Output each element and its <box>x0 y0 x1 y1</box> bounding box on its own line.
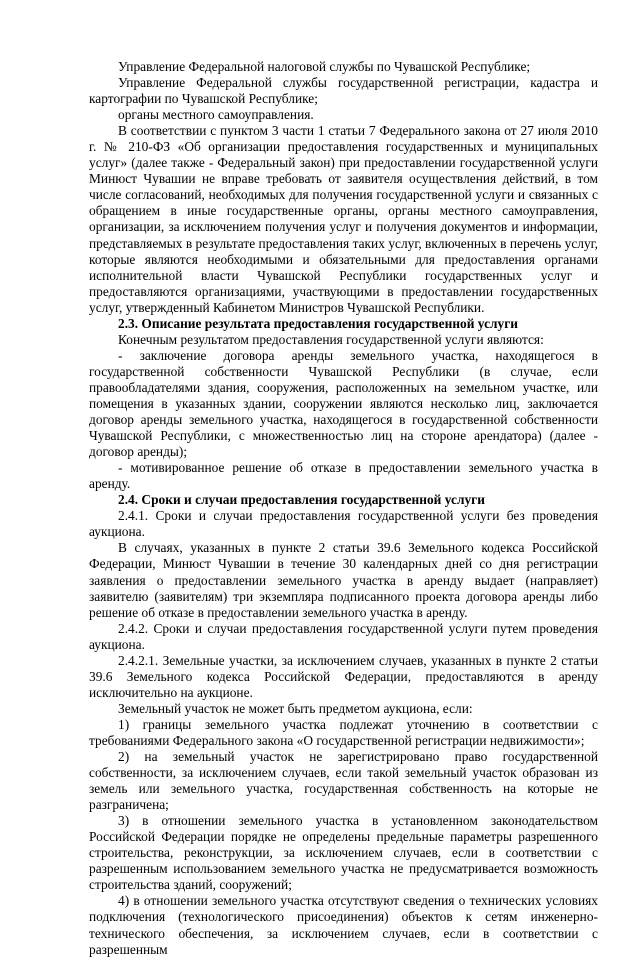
paragraph-condition-1: 1) границы земельного участка подлежат уточнению в соответствии с требованиями Федерального закона «О государственной регистрации недвижимости»; <box>89 716 598 748</box>
paragraph-federal-law-210: В соответствии с пунктом 3 части 1 статьи 7 Федерального закона от 27 июля 2010 г. № 210-ФЗ «Об организации предоставления государственных и муниципальных услуг» (далее также - Федеральный закон) при предоставлении государственной услуги Минюст Чувашии не вправе требовать от заявителя осуществления действий, в том числе согласований, необходимых для получения государственной услуги и связанных с обращением в иные государственные органы, органы местного самоуправления, организации, за исключением получения услуг и получения документов и информации, представляемых в результате предоставления таких услуг, включенных в перечень услуг, которые являются необходимыми и обязательными для предоставления органами исполнительной власти Чувашской Республики государственных услуг и предоставляются организациями, участвующими в предоставлении государственных услуг, утвержденный Кабинетом Министров Чувашской Республики. <box>89 123 598 315</box>
document-page <box>89 59 598 958</box>
paragraph-auction-conditions: Земельный участок не может быть предметом аукциона, если: <box>118 700 473 716</box>
paragraph-registration-service: Управление Федеральной службы государственной регистрации, кадастра и картографии по Чувашской Республике; <box>89 75 598 107</box>
paragraph-result-refusal: - мотивированное решение об отказе в предоставлении земельного участка в аренду. <box>89 460 598 492</box>
section-heading-2-4: 2.4. Сроки и случаи предоставления государственной услуги <box>118 492 485 508</box>
paragraph-2-4-1: 2.4.1. Сроки и случаи предоставления государственной услуги без проведения аукциона. <box>89 508 598 540</box>
paragraph-cases-39-6: В случаях, указанных в пункте 2 статьи 39.6 Земельного кодекса Российской Федерации, Минюст Чувашии в течение 30 календарных дней со дня регистрации заявления о предоставлении земельного участка в аренду выдает (направляет) заявителю (заявителям) три экземпляра подписанного проекта договора аренды либо решение об отказе в предоставлении земельного участка в аренду. <box>89 540 598 620</box>
paragraph-condition-4: 4) в отношении земельного участка отсутствуют сведения о технических условиях подключения (технологического присоединения) объектов к сетям инженерно-технического обеспечения, за исключением случаев, если в соответствии с разрешенным <box>89 893 598 957</box>
paragraph-result-intro: Конечным результатом предоставления государственной услуги являются: <box>118 331 544 347</box>
paragraph-2-4-2-1: 2.4.2.1. Земельные участки, за исключением случаев, указанных в пункте 2 статьи 39.6 Земельного кодекса Российской Федерации, предоставляются в аренду исключительно на аукционе. <box>89 652 598 700</box>
paragraph-tax-service: Управление Федеральной налоговой службы по Чувашской Республике; <box>118 59 531 74</box>
paragraph-result-lease: - заключение договора аренды земельного участка, находящегося в государственной собственности Чувашской Республики (в случае, если правообладателями здания, сооружения, расположенных на земельном участке, или помещения в указанных здании, сооружении являются несколько лиц, заключается договор аренды земельного участка, находящегося в государственной собственности Чувашской Республики, с множественностью лиц на стороне арендатора) (далее - договор аренды); <box>89 347 598 460</box>
paragraph-condition-2: 2) на земельный участок не зарегистрировано право государственной собственности, за исключением случаев, если такой земельный участок образован из земель или земельного участка, государственная собственность на которые не разграничена; <box>89 749 598 813</box>
paragraph-condition-3: 3) в отношении земельного участка в установленном законодательством Российской Федерации порядке не определены предельные параметры разрешенного строительства, реконструкции, за исключением случаев, если в соответствии с разрешенным использованием земельного участка не предусматривается возможность строительства зданий, сооружений; <box>89 813 598 893</box>
section-heading-2-3: 2.3. Описание результата предоставления государственной услуги <box>118 315 519 331</box>
paragraph-2-4-2: 2.4.2. Сроки и случаи предоставления государственной услуги путем проведения аукциона. <box>89 620 598 652</box>
paragraph-local-government: органы местного самоуправления. <box>118 107 314 123</box>
